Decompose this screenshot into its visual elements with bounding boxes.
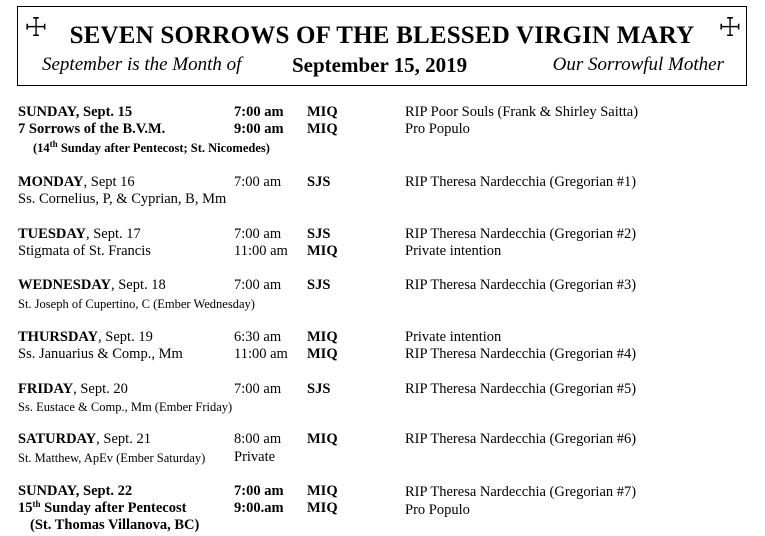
day-heading: FRIDAY, Sept. 20 — [18, 381, 128, 397]
bulletin-header — [17, 6, 747, 86]
feast-name: St. Matthew, ApEv (Ember Saturday) — [18, 451, 206, 465]
mass-time: 7:00 am — [234, 483, 284, 499]
celebrant: SJS — [307, 381, 331, 397]
feast-name: St. Joseph of Cupertino, C (Ember Wednesday) — [18, 297, 255, 311]
liturgical-note: (St. Thomas Villanova, BC) — [30, 517, 200, 533]
mass-time: 7:00 am — [234, 104, 284, 120]
day-heading: MONDAY, Sept 16 — [18, 174, 135, 190]
celebrant: MIQ — [307, 500, 338, 516]
mass-intention: Private intention — [405, 243, 502, 259]
day-heading: SATURDAY, Sept. 21 — [18, 431, 151, 447]
celebrant: MIQ — [307, 104, 338, 120]
mass-time: 9:00.am — [234, 500, 284, 516]
feast-name: 7 Sorrows of the B.V.M. — [18, 121, 166, 137]
feast-name: Ss. Eustace & Comp., Mm (Ember Friday) — [18, 400, 233, 414]
celebrant: SJS — [307, 277, 331, 293]
feast-name: Ss. Januarius & Comp., Mm — [18, 346, 183, 362]
celebrant: MIQ — [307, 329, 338, 345]
mass-time: 9:00 am — [234, 121, 284, 137]
mass-time: 7:00 am — [234, 174, 282, 190]
mass-intention: RIP Theresa Nardecchia (Gregorian #5) — [405, 381, 637, 397]
page-title: SEVEN SORROWS OF THE BLESSED VIRGIN MARY — [69, 22, 695, 49]
mass-intention: RIP Poor Souls (Frank & Shirley Saitta) — [405, 104, 639, 120]
mass-intention: Pro Populo — [405, 502, 470, 518]
mass-time: 6:30 am — [234, 329, 282, 345]
mass-time: 7:00 am — [234, 277, 282, 293]
mass-time: 7:00 am — [234, 381, 282, 397]
mass-time: Private — [234, 449, 276, 465]
feast-name: 15th Sunday after Pentecost — [18, 499, 187, 516]
mass-intention: RIP Theresa Nardecchia (Gregorian #3) — [405, 277, 637, 293]
day-heading: SUNDAY, Sept. 15 — [18, 104, 133, 120]
mass-time: 8:00 am — [234, 431, 282, 447]
feast-name: Stigmata of St. Francis — [18, 243, 151, 259]
celebrant: MIQ — [307, 483, 338, 499]
mass-time: 11:00 am — [234, 346, 288, 362]
mass-intention: RIP Theresa Nardecchia (Gregorian #6) — [405, 431, 637, 447]
cross-icon: ☩ — [24, 13, 48, 43]
celebrant: MIQ — [307, 243, 338, 259]
mass-time: 11:00 am — [234, 243, 288, 259]
mass-intention: Private intention — [405, 329, 502, 345]
mass-intention: RIP Theresa Nardecchia (Gregorian #1) — [405, 174, 637, 190]
day-heading: THURSDAY, Sept. 19 — [18, 329, 153, 345]
mass-intention: Pro Populo — [405, 121, 470, 137]
celebrant: MIQ — [307, 121, 338, 137]
celebrant: SJS — [307, 174, 331, 190]
cross-icon: ☩ — [718, 13, 742, 43]
feast-name: Ss. Cornelius, P, & Cyprian, B, Mm — [18, 191, 227, 207]
celebrant: MIQ — [307, 431, 338, 447]
day-heading: TUESDAY, Sept. 17 — [18, 226, 141, 242]
month-dedication-left: September is the Month of — [42, 54, 242, 75]
month-dedication-right: Our Sorrowful Mother — [552, 54, 724, 75]
celebrant: SJS — [307, 226, 331, 242]
day-heading: SUNDAY, Sept. 22 — [18, 483, 133, 499]
mass-intention: RIP Theresa Nardecchia (Gregorian #7) — [405, 484, 637, 500]
celebrant: MIQ — [307, 346, 338, 362]
mass-time: 7:00 am — [234, 226, 282, 242]
mass-intention: RIP Theresa Nardecchia (Gregorian #2) — [405, 226, 637, 242]
mass-intention: RIP Theresa Nardecchia (Gregorian #4) — [405, 346, 637, 362]
bulletin-date: September 15, 2019 — [292, 53, 468, 77]
day-heading: WEDNESDAY, Sept. 18 — [18, 277, 166, 293]
liturgical-note: (14th Sunday after Pentecost; St. Nicomedes) — [33, 139, 270, 155]
